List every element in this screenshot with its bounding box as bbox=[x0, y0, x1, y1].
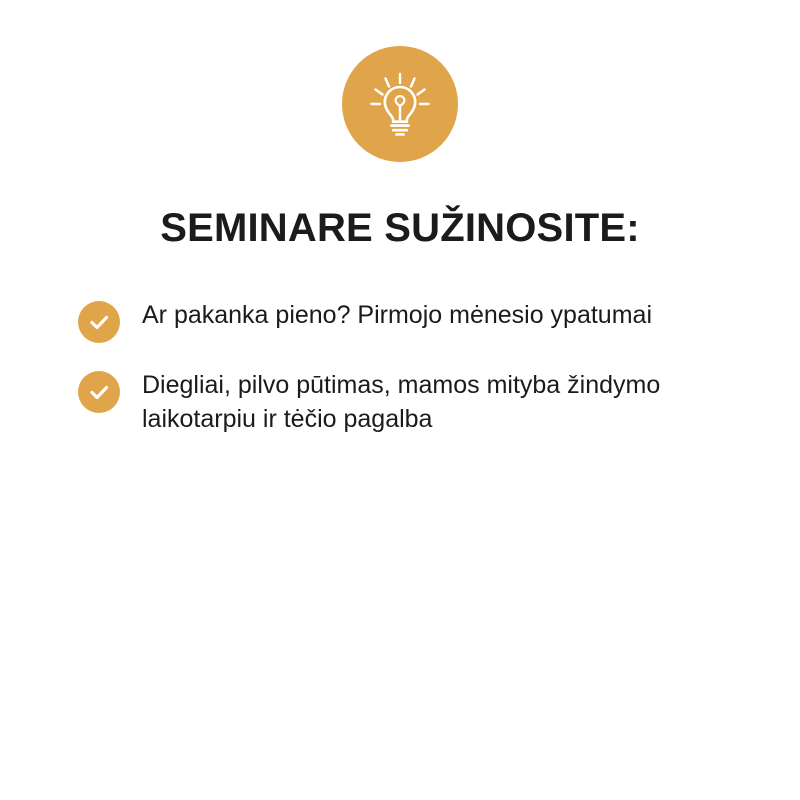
list-item bbox=[78, 299, 722, 343]
lightbulb-icon bbox=[363, 67, 437, 141]
list-item-label: Ar pakanka pieno? Pirmojo mėnesio ypatumai bbox=[142, 301, 652, 329]
list-item-label: Diegliai, pilvo pūtimas, mamos mityba žindymo laikotarpiu ir tėčio pagalba bbox=[142, 371, 661, 433]
badge-container bbox=[0, 0, 800, 162]
list-item bbox=[78, 369, 722, 437]
check-icon bbox=[78, 371, 120, 413]
benefits-list bbox=[0, 299, 800, 437]
page-title: SEMINARE SUŽINOSITE: bbox=[160, 206, 640, 250]
check-icon bbox=[78, 301, 120, 343]
lightbulb-badge bbox=[342, 46, 458, 162]
